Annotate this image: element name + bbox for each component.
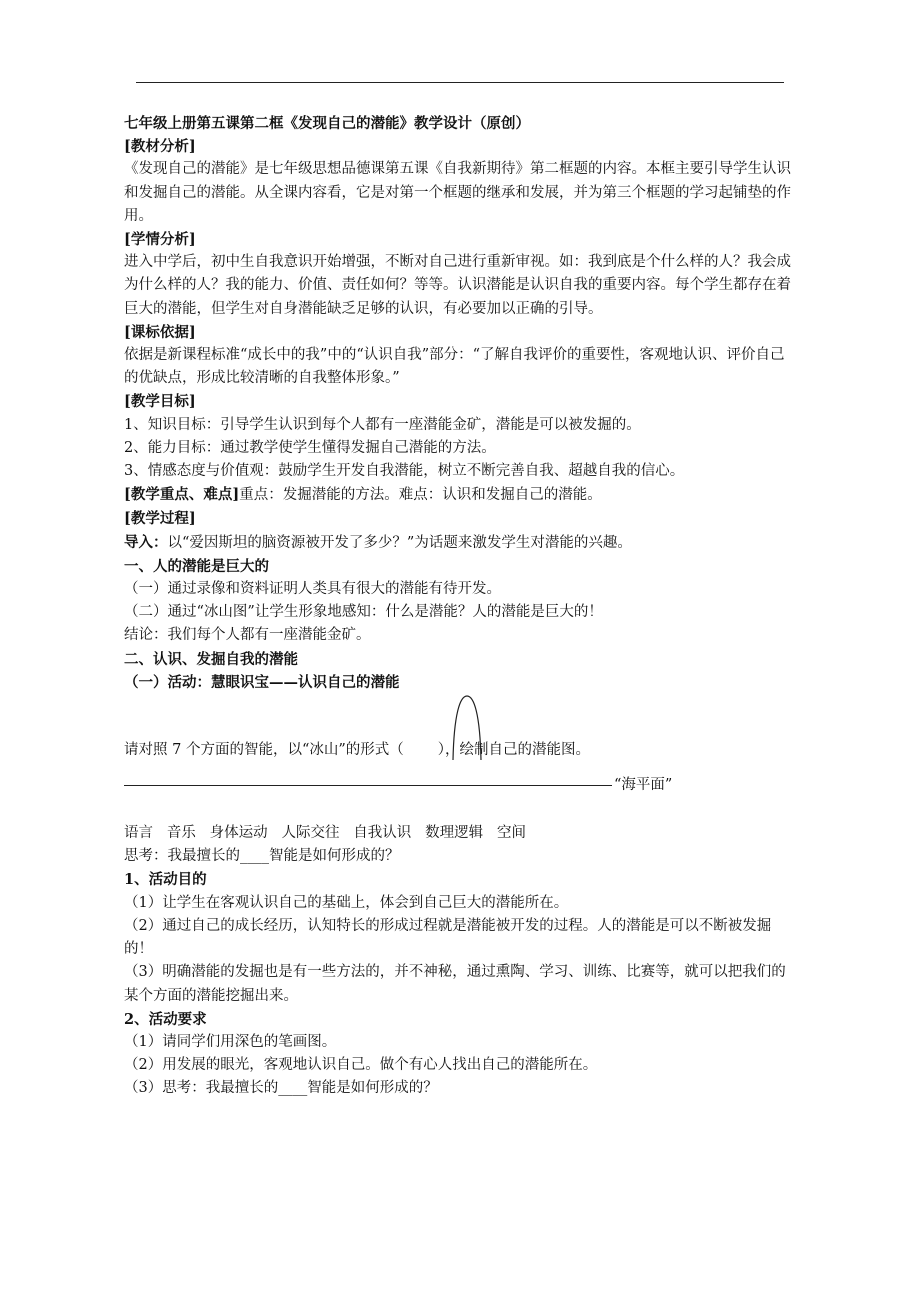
- sea-level-rule: [124, 785, 612, 786]
- heading-goals: [教学目标]: [124, 393, 196, 411]
- sea-level-line: [124, 762, 796, 808]
- goal-item: 2、能力目标：通过教学使学生懂得发掘自己潜能的方法。: [124, 439, 496, 456]
- require-item: （3）思考：我最擅长的____智能是如何形成的？: [124, 1080, 438, 1097]
- keypoints-line: [124, 483, 796, 507]
- part1-item: 结论：我们每个人都有一座潜能金矿。: [124, 627, 371, 644]
- purpose-item: （3）明确潜能的发掘也是有一些方法的，并不神秘，通过熏陶、学习、训练、比赛等，就可以把我们的某个方面的潜能挖掘出来。: [124, 964, 786, 1004]
- require-item: （1）请同学们用深色的笔画图。: [124, 1033, 337, 1050]
- intro-text: 以“爱因斯坦的脑资源被开发了多少？”为话题来激发学生对潜能的兴趣。: [167, 534, 632, 551]
- goal-item: 1、知识目标：引导学生认识到每个人都有一座潜能金矿，潜能是可以被发掘的。: [124, 416, 641, 433]
- standard-text: 依据是新课程标准“成长中的我”中的“认识自我”部分：“了解自我评价的重要性，客观地认识、评价自己的优缺点，形成比较清晰的自我整体形象。”: [124, 347, 785, 387]
- part1-title: 一、人的潜能是巨大的: [124, 557, 269, 575]
- part1-item: （二）通过“冰山图”让学生形象地感知：什么是潜能？人的潜能是巨大的！: [124, 604, 603, 621]
- heading-standard: [课标依据]: [124, 323, 196, 341]
- require-title: 2、活动要求: [124, 1010, 207, 1028]
- heading-keypoints: [教学重点、难点]: [124, 486, 240, 504]
- require-item: （2）用发展的眼光，客观地认识自己。做个有心人找出自己的潜能所在。: [124, 1057, 598, 1074]
- iceberg-text-after: ），绘制自己的潜能图。: [437, 741, 591, 758]
- document-body: [124, 112, 796, 1101]
- sea-level-label: “海平面”: [614, 777, 673, 794]
- heading-process: [教学过程]: [124, 510, 196, 528]
- think-question: 思考：我最擅长的____智能是如何形成的？: [124, 848, 400, 865]
- material-text: 《发现自己的潜能》是七年级思想品德课第五课《自我新期待》第二框题的内容。本框主要引导学生认识和发掘自己的潜能。从全课内容看，它是对第一个框题的继承和发展，并为第三个框题的学习起铺垫的作用。: [124, 161, 791, 224]
- heading-students: [学情分析]: [124, 231, 196, 249]
- purpose-item: （1）让学生在客观认识自己的基础上，体会到自己巨大的潜能所在。: [124, 894, 569, 911]
- iceberg-text-before: 请对照 7 个方面的智能，以“冰山”的形式（: [124, 741, 404, 758]
- keypoints-text: 重点：发掘潜能的方法。难点：认识和发掘自己的潜能。: [239, 487, 602, 504]
- intelligences-list: 语言 音乐 身体运动 人际交往 自我认识 数理逻辑 空间: [124, 825, 526, 842]
- students-text: 进入中学后，初中生自我意识开始增强，不断对自己进行重新审视。如：我到底是个什么样的人？我会成为什么样的人？我的能力、价值、责任如何？等等。认识潜能是认识自我的重要内容。每个学生都存在着巨大的潜能，但学生对自身潜能缺乏足够的认识，有必要加以正确的引导。: [124, 254, 791, 317]
- goal-item: 3、情感态度与价值观：鼓励学生开发自我潜能，树立不断完善自我、超越自我的信心。: [124, 463, 685, 480]
- purpose-item: （2）通过自己的成长经历，认知特长的形成过程就是潜能被开发的过程。人的潜能是可以不断被发掘的！: [124, 917, 772, 958]
- part1-item: （一）通过录像和资料证明人类具有很大的潜能有待开发。: [124, 581, 501, 598]
- intro-label: 导入：: [124, 533, 168, 551]
- part2-title: 二、认识、发掘自我的潜能: [124, 650, 298, 668]
- header-rule: [136, 82, 784, 83]
- purpose-title: 1、活动目的: [124, 871, 207, 889]
- heading-material: [教材分析]: [124, 138, 196, 156]
- document-title: 七年级上册第五课第二框《发现自己的潜能》教学设计（原创）: [124, 115, 530, 132]
- iceberg-instruction: [124, 694, 796, 762]
- intro-line: [124, 531, 796, 555]
- activity-title: （一）活动：慧眼识宝——认识自己的潜能: [124, 673, 400, 691]
